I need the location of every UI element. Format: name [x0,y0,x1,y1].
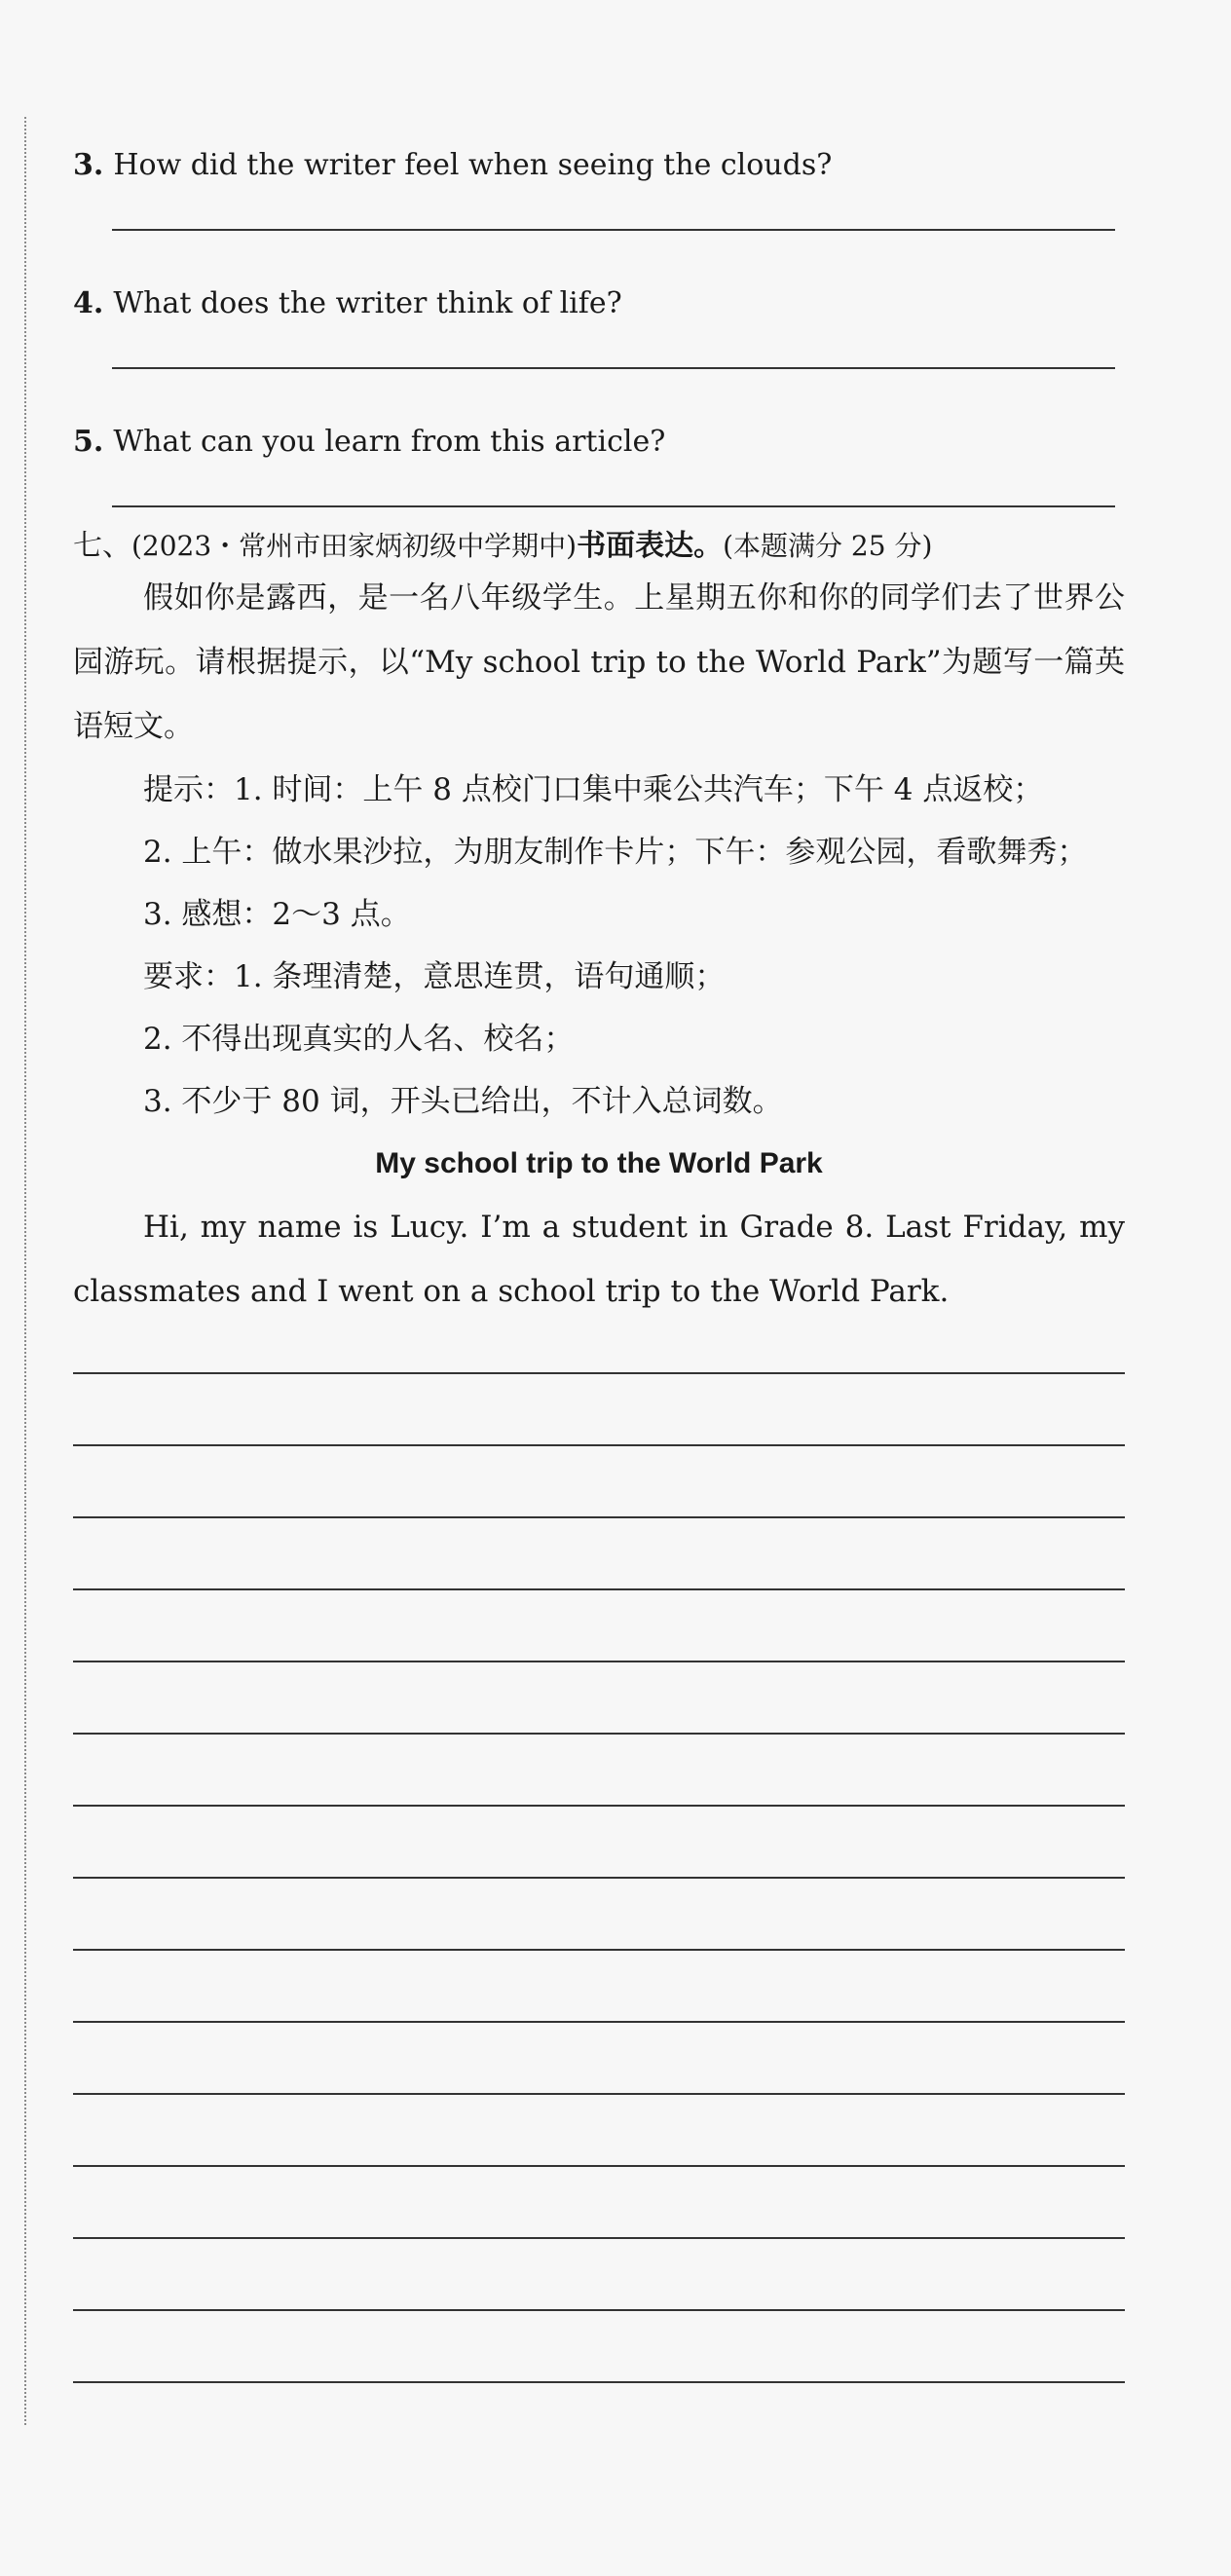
essay-title: My school trip to the World Park [375,1147,823,1179]
task-intro: 假如你是露西，是一名八年级学生。上星期五你和你的同学们去了世界公园游玩。请根据提示，以“My school trip to the World Park”为题写一篇英语短文。 [73,580,1125,744]
hint-1: 提示：1. 时间：上午 8 点校门口集中乘公共汽车；下午 4 点返校； [143,772,1044,807]
section-score: (本题满分 25 分) [723,530,933,562]
requirement-3: 3. 不少于 80 词，开头已给出，不计入总词数。 [143,1084,783,1119]
question-text: What does the writer think of life? [113,286,622,320]
question-3 [73,146,1125,185]
requirement-1: 要求：1. 条理清楚，意思连贯，语句通顺； [143,959,726,994]
question-text: What can you learn from this article? [113,425,666,459]
binding-margin-line [24,117,26,2425]
question-5 [73,423,1125,462]
question-number: 3. [73,148,104,182]
question-number: 4. [73,286,104,320]
worksheet-content [73,117,1125,2383]
question-4 [73,284,1125,323]
essay-opening: Hi, my name is Lucy. I’m a student in Grade 8. Last Friday, my classmates and I went on a school trip to the World Park. [73,1210,1125,1309]
section-header [73,527,1125,566]
hint-2: 2. 上午：做水果沙拉，为朋友制作卡片；下午：参观公园，看歌舞秀； [143,835,1088,870]
section-number: 七、 [73,529,131,563]
question-number: 5. [73,425,104,459]
hint-3: 3. 感想：2～3 点。 [143,897,411,932]
section-title: 书面表达。 [577,529,724,563]
section-source: (2023・常州市田家炳初级中学期中) [131,530,578,562]
writing-line[interactable] [73,2381,1125,2383]
requirement-2: 2. 不得出现真实的人名、校名； [143,1022,575,1057]
question-text: How did the writer feel when seeing the clouds? [113,148,833,182]
